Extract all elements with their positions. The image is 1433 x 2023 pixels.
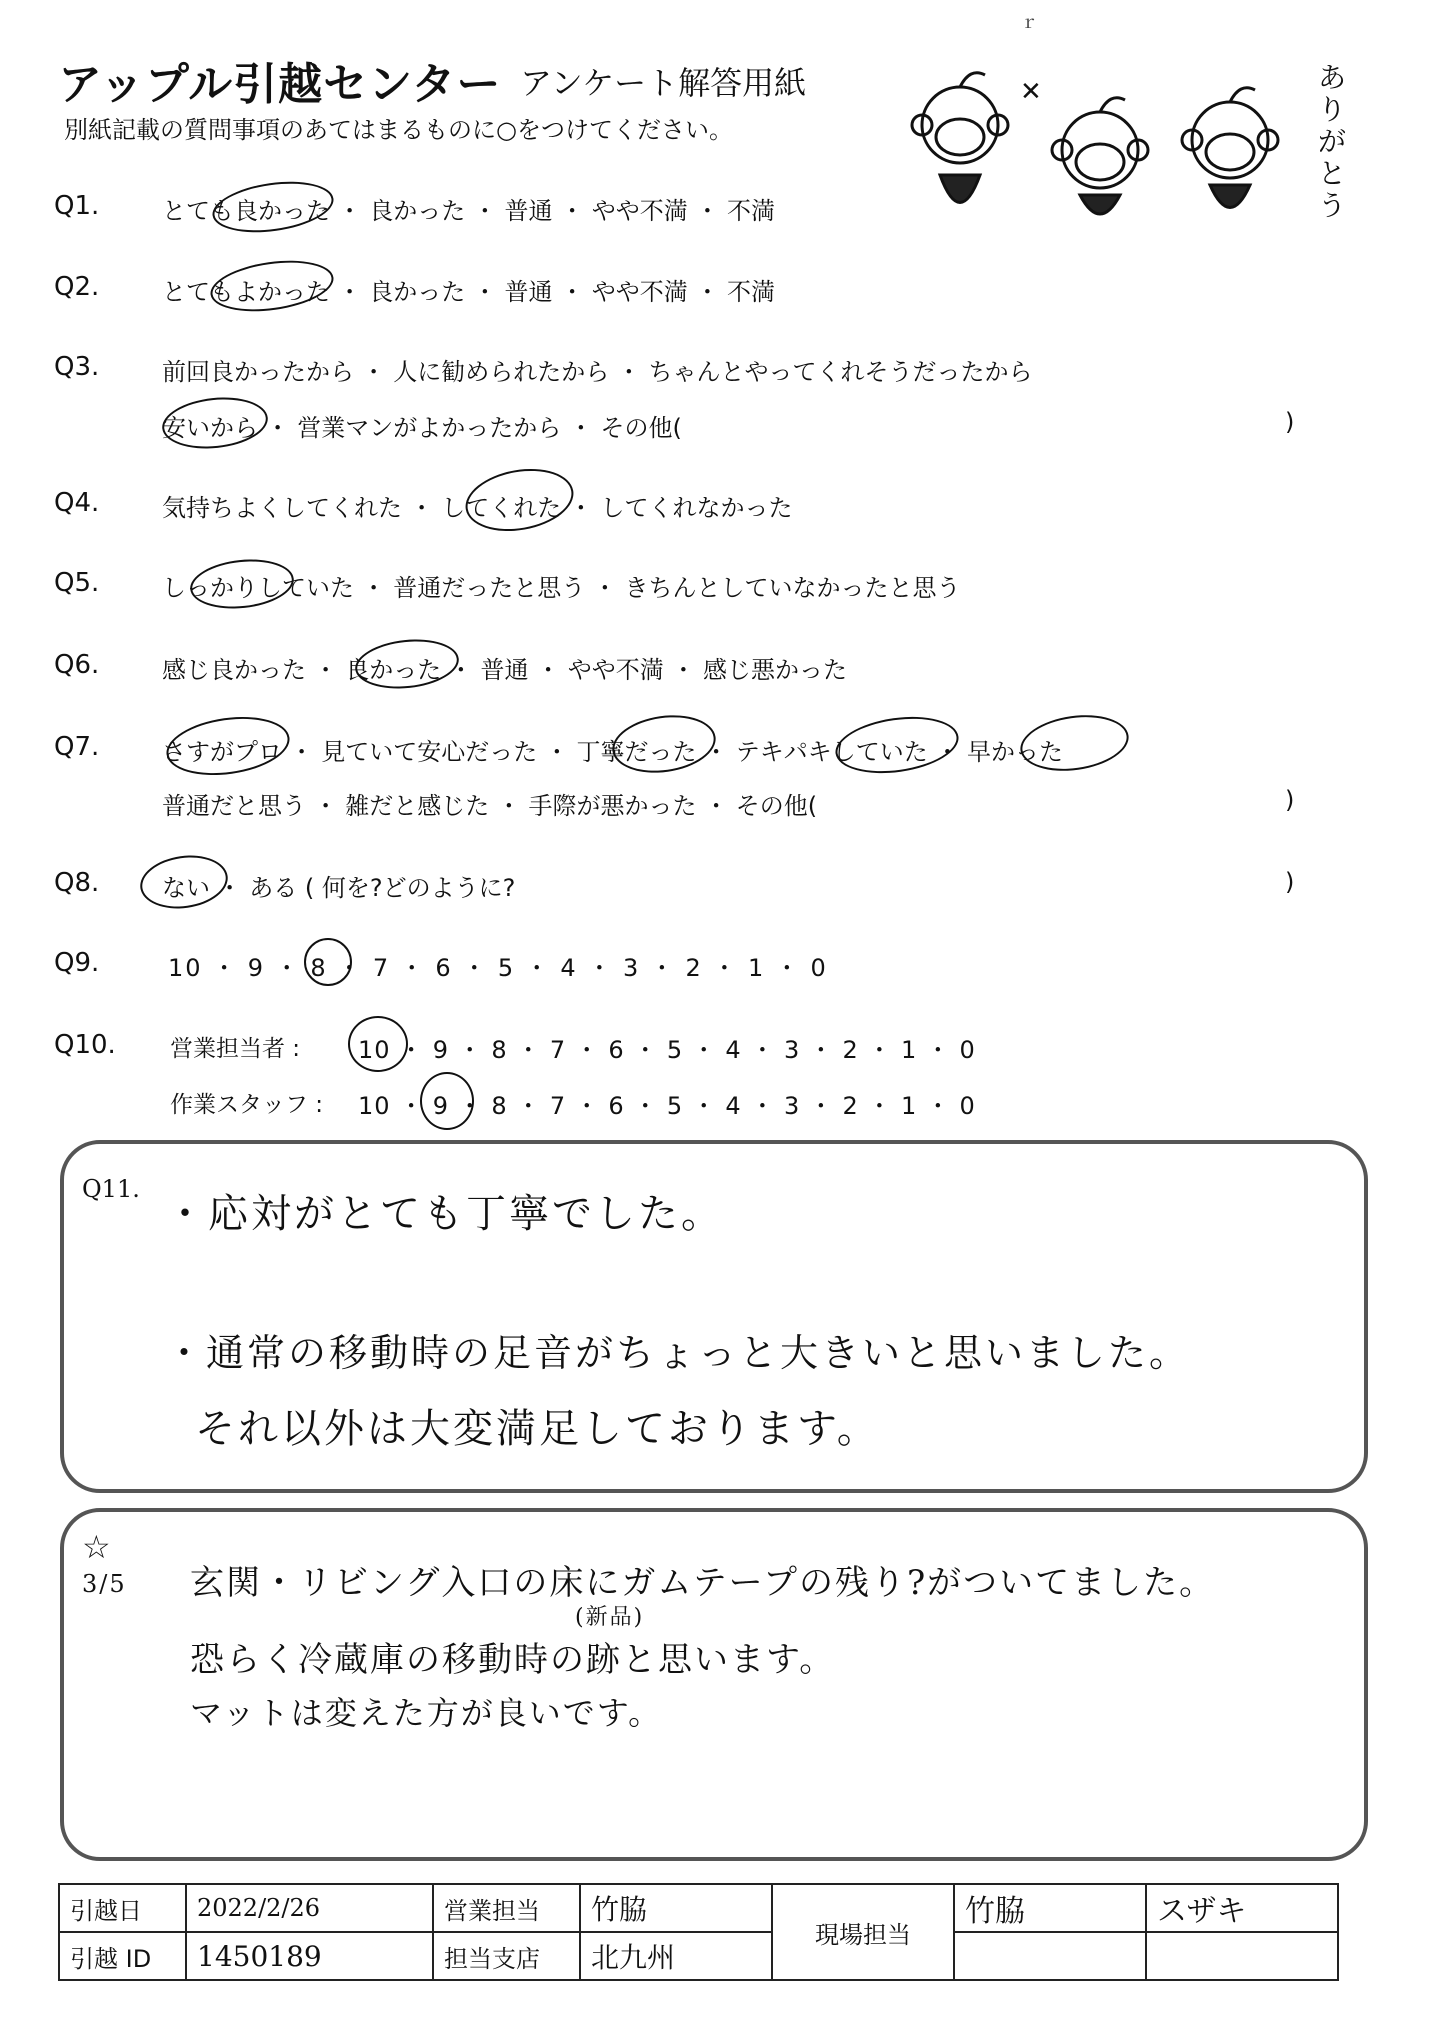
sales-rep-value: 竹脇 — [580, 1884, 772, 1932]
branch-value: 北九州 — [580, 1932, 772, 1980]
q2-answer-circle — [207, 254, 336, 319]
site-staff-1: 竹脇 — [954, 1884, 1146, 1932]
q6-number: Q6. — [54, 650, 100, 680]
q5-number: Q5. — [54, 568, 100, 598]
q10-sales-answer-circle — [348, 1016, 408, 1072]
q1-options: とても良かった ・ 良かった ・ 普通 ・ やや不満 ・ 不満 — [162, 197, 776, 225]
mascot-thanks-text: ありがとう — [1318, 61, 1347, 222]
monkey-right-icon — [1182, 88, 1278, 208]
q3-close-paren: ) — [1285, 408, 1295, 436]
site-staff-label: 現場担当 — [772, 1884, 954, 1980]
q11-number: Q11. — [82, 1175, 140, 1203]
q10-staff-scale: 10 ・ 9 ・ 8 ・ 7 ・ 6 ・ 5 ・ 4 ・ 3 ・ 2 ・ 1 ・ 0 — [358, 1092, 976, 1120]
q11-handwritten-line1: ・応対がとても丁寧でした。 — [165, 1191, 724, 1237]
q7-answer-circle-1 — [163, 710, 294, 783]
site-staff-empty-1 — [954, 1932, 1146, 1980]
note-annotation: (新品) — [575, 1605, 645, 1630]
q8-options: ない ・ ある ( 何を?どのように? — [162, 874, 516, 902]
q11-handwritten-line2: ・通常の移動時の足音がちょっと大きいと思いました。 — [165, 1331, 1191, 1375]
q10-staff-label: 作業スタッフ : — [170, 1092, 324, 1118]
q7-answer-circle-2 — [609, 709, 720, 779]
q10-sales-scale: 10 ・ 9 ・ 8 ・ 7 ・ 6 ・ 5 ・ 4 ・ 3 ・ 2 ・ 1 ・ 0 — [358, 1036, 976, 1064]
q4-number: Q4. — [54, 488, 100, 518]
monkey-middle-icon — [1020, 77, 1148, 214]
q6-options: 感じ良かった ・ 良かった ・ 普通 ・ やや不満 ・ 感じ悪かった — [162, 656, 848, 684]
q4-options: 気持ちよくしてくれた ・ してくれた ・ してくれなかった — [162, 494, 793, 522]
move-date-value: 2022/2/26 — [186, 1884, 433, 1932]
q2-options: とてもよかった ・ 良かった ・ 普通 ・ やや不満 ・ 不満 — [162, 278, 776, 306]
instruction-text: 別紙記載の質問事項のあてはまるものに○をつけてください。 — [64, 116, 733, 144]
q3-options-line2: 安いから ・ 営業マンがよかったから ・ その他( — [162, 414, 682, 442]
branch-label: 担当支店 — [433, 1932, 580, 1980]
q4-answer-circle — [461, 461, 579, 539]
q5-answer-circle — [188, 555, 296, 614]
sales-rep-label: 営業担当 — [433, 1884, 580, 1932]
star-icon: ☆ — [82, 1528, 111, 1566]
q7-answer-circle-3 — [832, 710, 962, 781]
move-info-table — [58, 1883, 1339, 1981]
move-date-label: 引越日 — [59, 1884, 186, 1932]
q5-options: しっかりしていた ・ 普通だったと思う ・ きちんとしていなかったと思う — [162, 574, 961, 602]
q7-options-line2: 普通だと思う ・ 雑だと感じた ・ 手際が悪かった ・ その他( — [162, 792, 818, 820]
q10-sales-label: 営業担当者 : — [170, 1036, 301, 1062]
site-staff-empty-2 — [1146, 1932, 1338, 1980]
note-handwritten-line3: マットは変えた方が良いです。 — [190, 1694, 663, 1732]
q7-answer-circle-4 — [1017, 709, 1132, 778]
form-subtitle: アンケート解答用紙 — [520, 64, 807, 102]
q9-number: Q9. — [54, 948, 100, 978]
q8-number: Q8. — [54, 868, 100, 898]
q10-number: Q10. — [54, 1030, 116, 1060]
site-staff-2: スザキ — [1146, 1884, 1338, 1932]
q7-options-line1: さすがプロ ・ 見ていて安心だった ・ 丁寧だった ・ テキパキしていた ・ 早かった — [162, 738, 1064, 766]
note-date: 3/5 — [82, 1570, 127, 1598]
q10-staff-answer-circle — [420, 1072, 474, 1130]
scan-mark: ｒ — [1020, 12, 1038, 33]
q3-options-line1: 前回良かったから ・ 人に勧められたから ・ ちゃんとやってくれそうだったから — [162, 358, 1033, 386]
svg-text:✕: ✕ — [1020, 77, 1042, 107]
move-id-value: 1450189 — [186, 1932, 433, 1980]
note-handwritten-line2: 恐らく冷蔵庫の移動時の跡と思います。 — [190, 1640, 836, 1680]
q1-number: Q1. — [54, 191, 100, 221]
q1-answer-circle — [209, 175, 336, 240]
q8-close-paren: ) — [1285, 868, 1295, 896]
q3-answer-circle — [160, 393, 271, 454]
monkey-left-icon — [912, 73, 1008, 203]
q7-number: Q7. — [54, 732, 100, 762]
company-title: アップル引越センター — [58, 59, 502, 110]
q9-answer-circle — [304, 938, 352, 986]
move-id-label: 引越 ID — [59, 1932, 186, 1980]
note-handwritten-line1: 玄関・リビング入口の床にガムテープの残り?がついてました。 — [190, 1563, 1216, 1603]
q8-answer-circle — [137, 850, 231, 914]
q3-number: Q3. — [54, 352, 100, 382]
mascot-illustration — [900, 55, 1350, 230]
q7-close-paren: ) — [1285, 786, 1295, 814]
q9-scale: 10 ・ 9 ・ 8 ・ 7 ・ 6 ・ 5 ・ 4 ・ 3 ・ 2 ・ 1 ・ 0 — [168, 954, 828, 982]
q11-handwritten-line3: それ以外は大変満足しております。 — [195, 1406, 880, 1452]
q2-number: Q2. — [54, 272, 100, 302]
